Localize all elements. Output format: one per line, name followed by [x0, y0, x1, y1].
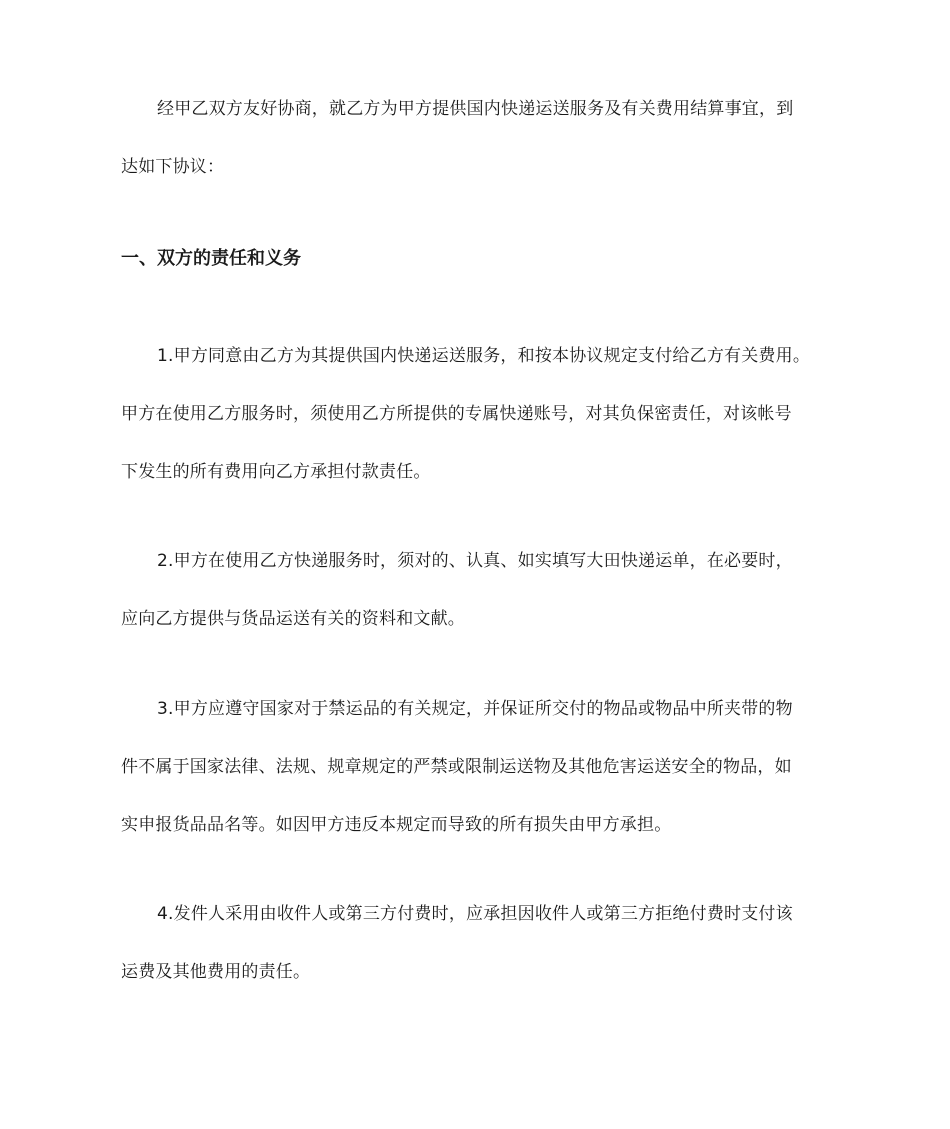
clause-3-line-1: 3.甲方应遵守国家对于禁运品的有关规定，并保证所交付的物品或物品中所夹带的物: [157, 699, 793, 719]
clause-2-line-1: 2.甲方在使用乙方快递服务时，须对的、认真、如实填写大田快递运单，在必要时，: [157, 551, 793, 571]
clause-1-line-1: 1.甲方同意由乙方为其提供国内快递运送服务，和按本协议规定支付给乙方有关费用。: [157, 346, 811, 366]
intro-paragraph-line-2: 达如下协议：: [121, 157, 225, 177]
intro-paragraph-line-1: 经甲乙双方友好协商，就乙方为甲方提供国内快递运送服务及有关费用结算事宜，到: [157, 99, 794, 119]
clause-1-line-2: 甲方在使用乙方服务时，须使用乙方所提供的专属快递账号，对其负保密责任，对该帐号: [121, 404, 792, 424]
clause-1-line-3: 下发生的所有费用向乙方承担付款责任。: [121, 462, 431, 482]
clause-4-line-2: 运费及其他费用的责任。: [121, 962, 311, 982]
clause-4-line-1: 4.发件人采用由收件人或第三方付费时，应承担因收件人或第三方拒绝付费时支付该: [157, 904, 793, 924]
section-heading: 一、双方的责任和义务: [121, 248, 301, 269]
clause-3-line-2: 件不属于国家法律、法规、规章规定的严禁或限制运送物及其他危害运送安全的物品，如: [121, 757, 792, 777]
clause-2-line-2: 应向乙方提供与货品运送有关的资料和文献。: [121, 609, 465, 629]
clause-3-line-3: 实申报货品品名等。如因甲方违反本规定而导致的所有损失由甲方承担。: [121, 815, 672, 835]
